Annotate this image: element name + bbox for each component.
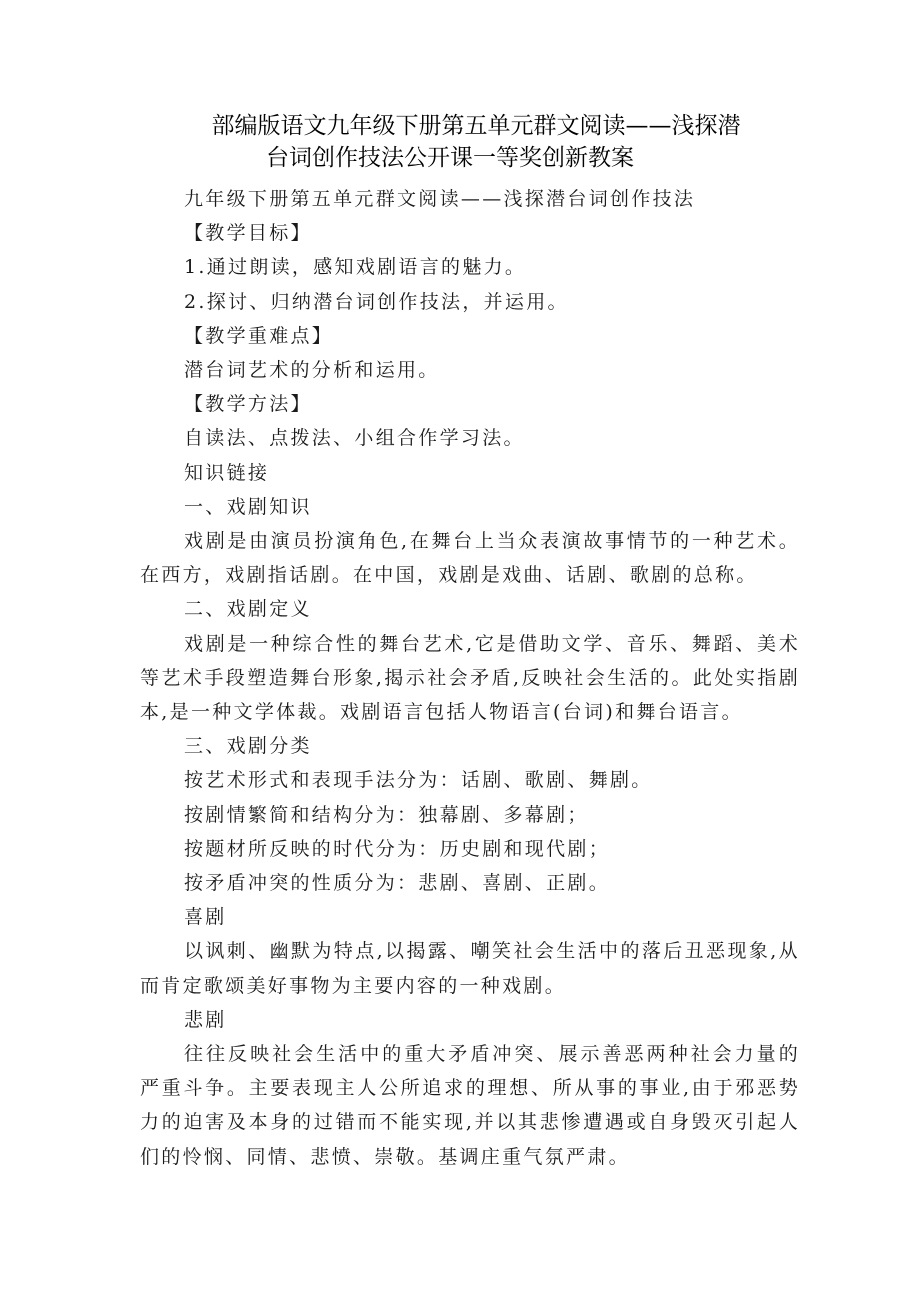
tragedy-heading: 悲剧 [184,1008,227,1031]
comedy-paragraph: 以讽刺、幽默为特点,以揭露、嘲笑社会生活中的落后丑恶现象,从而肯定歌颂美好事物为主要内容的一种戏剧。 [140,940,800,997]
drama-definition-paragraph: 戏剧是一种综合性的舞台艺术,它是借助文学、音乐、舞蹈、美术等艺术手段塑造舞台形象,揭示社会矛盾,反映社会生活的。此处实指剧本,是一种文学体裁。戏剧语言包括人物语言(台词)和舞台语言。 [140,632,800,724]
classification-item-4: 按矛盾冲突的性质分为：悲剧、喜剧、正剧。 [184,872,611,895]
document-subtitle: 九年级下册第五单元群文阅读——浅探潜台词创作技法 [184,188,696,210]
comedy-heading: 喜剧 [184,906,227,929]
drama-knowledge-heading: 一、戏剧知识 [184,495,312,518]
classification-item-1: 按艺术形式和表现手法分为：话剧、歌剧、舞剧。 [184,769,653,792]
tragedy-paragraph: 往往反映社会生活中的重大矛盾冲突、展示善恶两种社会力量的严重斗争。主要表现主人公所追求的理想、所从事的事业,由于邪恶势力的迫害及本身的过错而不能实现,并以其悲惨遭遇或自身毁灭引起人们的怜悯、同情、悲愤、崇敬。基调庄重气氛严肃。 [140,1043,800,1168]
objective-item-2: 2.探讨、归纳潜台词创作技法，并运用。 [184,290,569,313]
classification-item-3: 按题材所反映的时代分为：历史剧和现代剧； [184,837,611,860]
methods-text: 自读法、点拨法、小组合作学习法。 [184,427,525,450]
objectives-heading: 【教学目标】 [184,222,312,245]
key-points-heading: 【教学重难点】 [184,324,334,347]
drama-definition-heading: 二、戏剧定义 [184,598,312,621]
document-title-line-2: 台词创作技法公开课一等奖创新教案 [266,145,634,171]
knowledge-link-heading: 知识链接 [184,461,270,484]
document-title-line-1: 部编版语文九年级下册第五单元群文阅读——浅探潜 [211,113,741,139]
document-body [140,182,800,1174]
document-title [140,110,840,174]
classification-item-2: 按剧情繁简和结构分为：独幕剧、多幕剧； [184,803,589,826]
objective-item-1: 1.通过朗读，感知戏剧语言的魅力。 [184,256,527,279]
drama-classification-heading: 三、戏剧分类 [184,735,312,758]
key-points-text: 潜台词艺术的分析和运用。 [184,359,440,382]
drama-knowledge-paragraph: 戏剧是由演员扮演角色,在舞台上当众表演故事情节的一种艺术。在西方，戏剧指话剧。在中国，戏剧是戏曲、话剧、歌剧的总称。 [140,530,800,587]
methods-heading: 【教学方法】 [184,393,312,416]
